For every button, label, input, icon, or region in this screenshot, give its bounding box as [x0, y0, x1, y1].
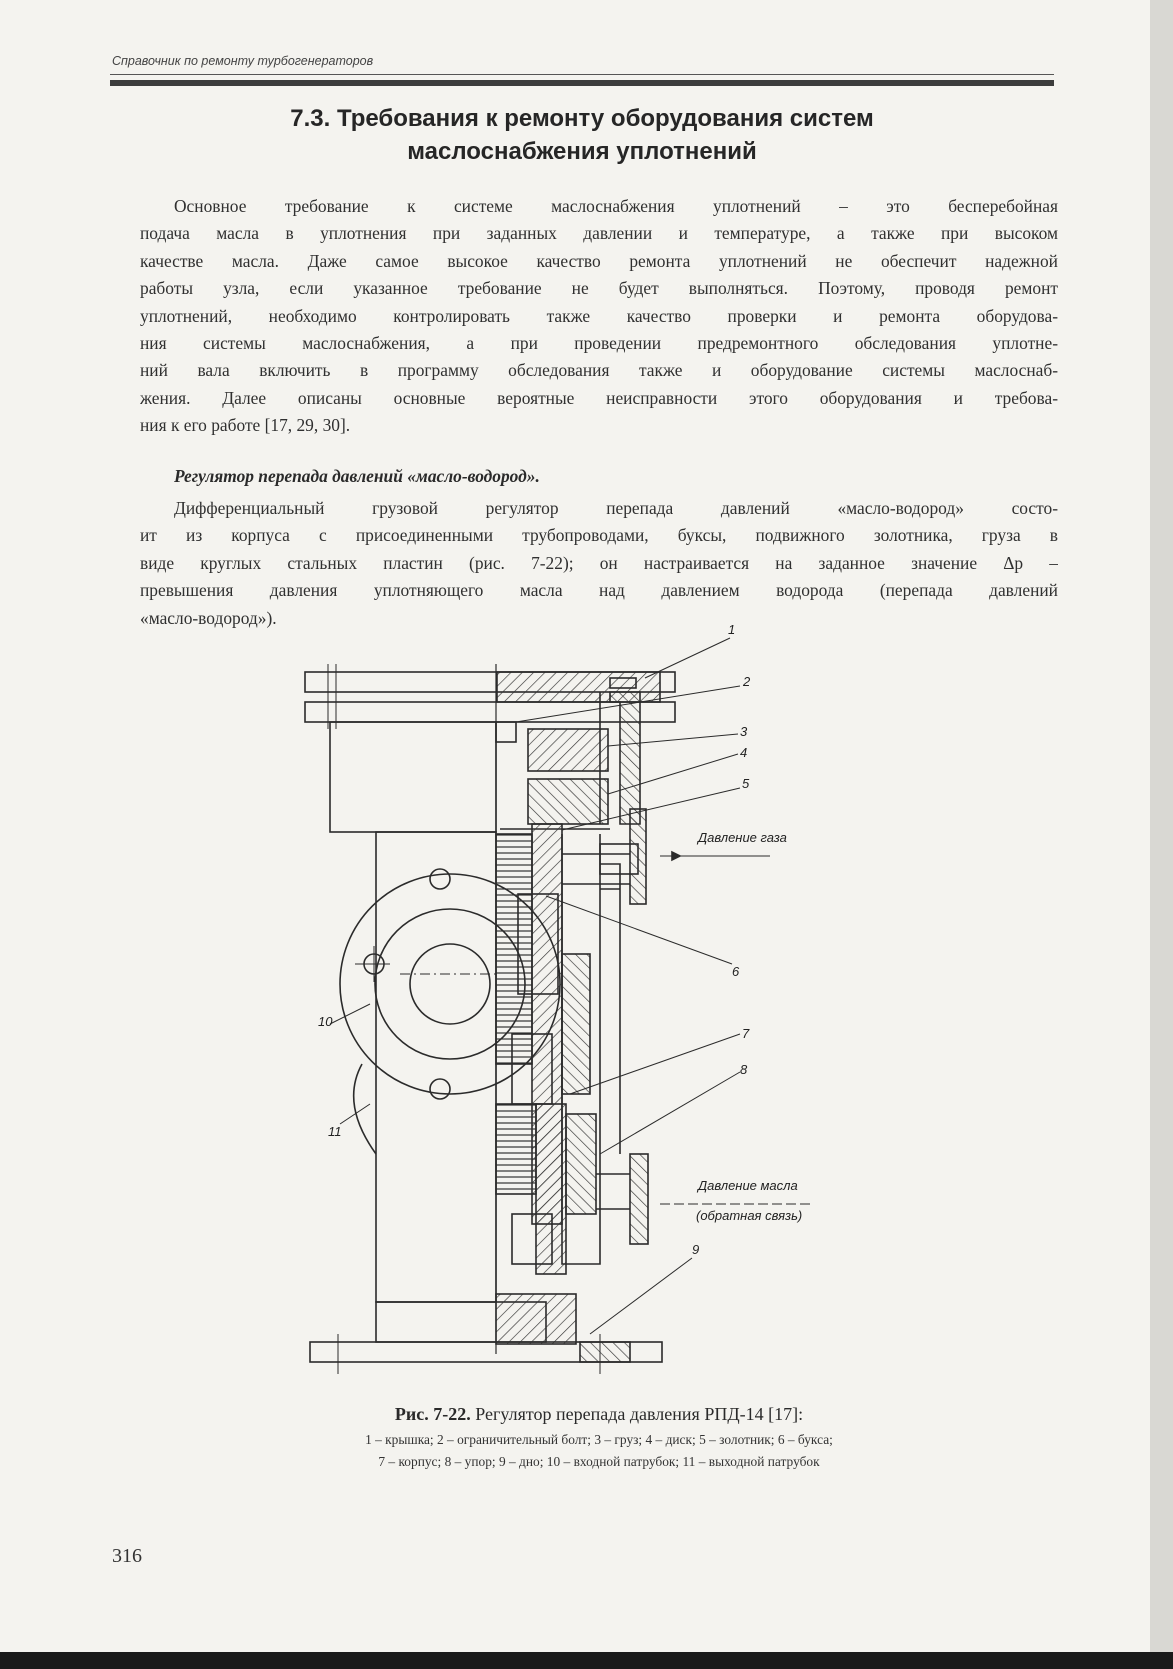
caption-legend-line1: 1 – крышка; 2 – ограничительный болт; 3 – груз; 4 – диск; 5 – золотник; 6 – букса;: [365, 1432, 833, 1447]
paragraph-line: работы узла, если указанное требование не будет выполняться. Поэтому, проводя ремонт: [140, 278, 1058, 299]
paragraph-line: подача масла в уплотнения при заданных давлении и температуре, а также при высоком: [140, 223, 1058, 244]
caption-text: Регулятор перепада давления РПД-14 [17]:: [470, 1404, 804, 1424]
paragraph-intro: [140, 193, 1058, 440]
header-rule-thin: [110, 74, 1054, 75]
page-number: 316: [112, 1545, 142, 1567]
callout-7: 7: [742, 1026, 750, 1041]
subheading-regulator: Регулятор перепада давлений «масло-водород».: [174, 466, 540, 486]
callout-9: 9: [692, 1242, 700, 1257]
paragraph-line: ит из корпуса с присоединенными трубопроводами, буксы, подвижного золотника, груза в: [140, 525, 1058, 546]
paragraph-regulator: [140, 495, 1058, 632]
caption-legend-line2: 7 – корпус; 8 – упор; 9 – дно; 10 – входной патрубок; 11 – выходной патрубок: [378, 1454, 820, 1469]
paragraph-line: ний вала включить в программу обследования также и оборудование системы маслоснаб-: [140, 360, 1058, 381]
paragraph-line: ния системы маслоснабжения, а при проведении предремонтного обследования уплотне-: [140, 333, 1058, 354]
section-title-line2: маслоснабжения уплотнений: [407, 138, 757, 165]
paragraph-line: Основное требование к системе маслоснабжения уплотнений – это бесперебойная: [174, 196, 1058, 216]
figure-caption: [140, 1404, 1058, 1425]
callout-5: 5: [742, 776, 750, 791]
callout-3: 3: [740, 724, 748, 739]
callout-8: 8: [740, 1062, 748, 1077]
paragraph-line: виде круглых стальных пластин (рис. 7-22); он настраивается на заданное значение Δp –: [140, 552, 1058, 573]
callout-11: 11: [328, 1124, 342, 1139]
section-title-line1: 7.3. Требования к ремонту оборудования систем: [290, 105, 874, 132]
label-feedback: (обратная связь): [696, 1208, 803, 1223]
figure-regulator-drawing: [300, 622, 860, 1424]
regulator-drawing-svg: [300, 634, 860, 1419]
paragraph-line: ния к его работе [17, 29, 30].: [140, 415, 351, 436]
callout-1: 1: [728, 622, 736, 637]
caption-number: Рис. 7-22.: [394, 1404, 471, 1424]
header-rule-thick: [110, 80, 1054, 86]
paragraph-line: «масло-водород»).: [140, 607, 277, 628]
label-oil-pressure: Давление масла: [698, 1178, 798, 1193]
callout-2: 2: [743, 674, 751, 689]
paragraph-line: уплотнений, необходимо контролировать также качество проверки и ремонта оборудова-: [140, 305, 1058, 326]
paragraph-line: превышения давления уплотняющего масла над давлением водорода (перепада давлений: [140, 580, 1058, 601]
callout-6: 6: [732, 964, 740, 979]
paragraph-line: жения. Далее описаны основные вероятные неисправности этого оборудования и требова-: [140, 387, 1058, 408]
scan-edge-right: [1150, 0, 1173, 1669]
section-title: [110, 102, 1054, 168]
running-header: Справочник по ремонту турбогенераторов: [112, 54, 374, 68]
paragraph-line: Дифференциальный грузовой регулятор перепада давлений «масло-водород» состо-: [174, 498, 1058, 518]
label-gas-pressure: Давление газа: [698, 830, 787, 845]
callout-10: 10: [318, 1014, 333, 1029]
callout-4: 4: [740, 745, 748, 760]
paragraph-line: качестве масла. Даже самое высокое качество ремонта уплотнений не обеспечит надежной: [140, 250, 1058, 271]
scan-edge-bottom: [0, 1652, 1173, 1669]
